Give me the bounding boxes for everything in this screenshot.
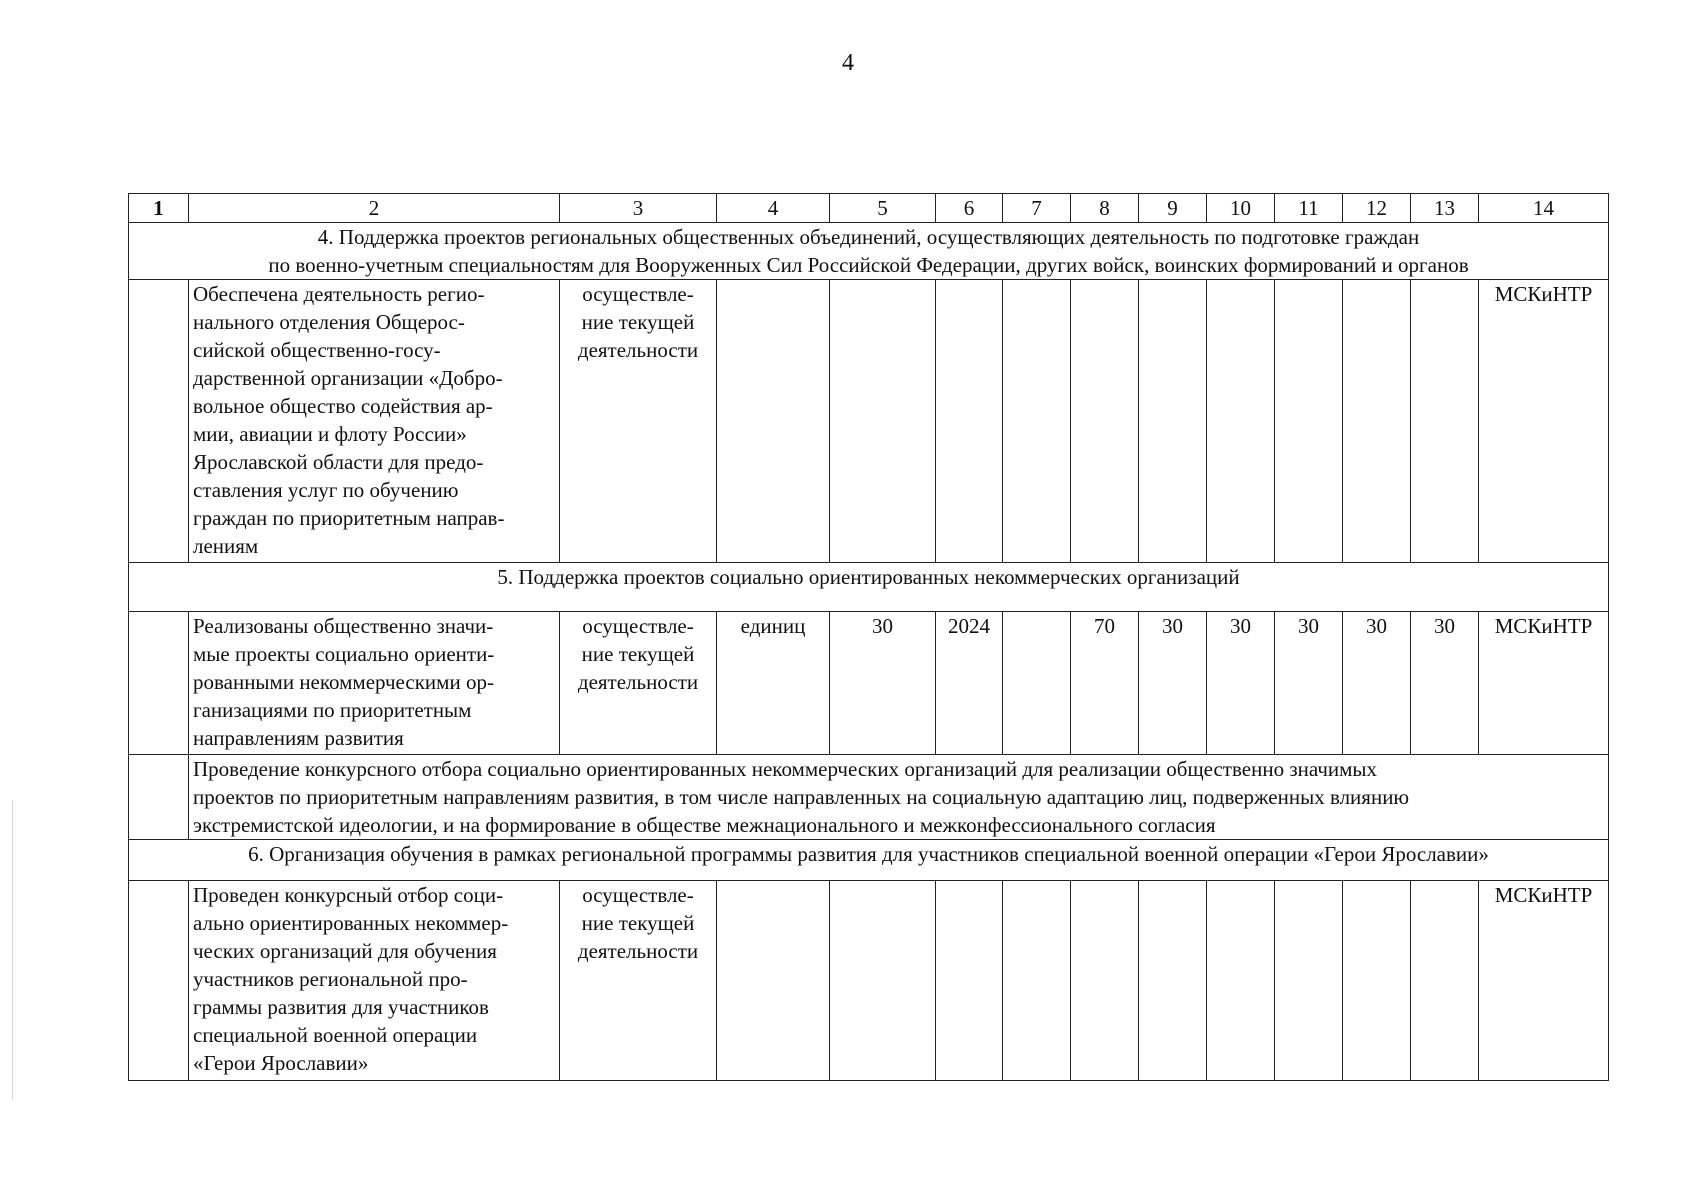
- empty-cell: [1139, 280, 1207, 563]
- base-value-cell: 30: [830, 612, 936, 755]
- empty-cell: [830, 881, 936, 1081]
- empty-cell: [830, 280, 936, 563]
- table-row: [129, 280, 1609, 563]
- column-header: 8: [1071, 194, 1139, 223]
- row-number-cell: [129, 755, 189, 840]
- column-header: 3: [560, 194, 717, 223]
- row-number-cell: [129, 280, 189, 563]
- column-header: 2: [189, 194, 560, 223]
- section-4-heading-row: [129, 223, 1609, 280]
- empty-cell: [1003, 280, 1071, 563]
- empty-cell: [1275, 280, 1343, 563]
- column-number-row: [129, 194, 1609, 223]
- activity-note-cell: Проведение конкурсного отбора социально ориентированных некоммерческих организаций для реализации общественно значимых проектов по приоритетным направлениям развития, в том числе направленных на социальную адаптацию лиц, подверженных влиянию экстремистской идеологии, и на формирование в обществе межнационального и межконфессионального согласия: [189, 755, 1609, 840]
- column-header: 10: [1207, 194, 1275, 223]
- empty-cell: [1411, 881, 1479, 1081]
- column-header: 12: [1343, 194, 1411, 223]
- column-header: 1: [129, 194, 189, 223]
- row-number-cell: [129, 881, 189, 1081]
- type-cell: осуществле- ние текущей деятельности: [560, 881, 717, 1081]
- value-cell: 30: [1343, 612, 1411, 755]
- empty-cell: [1343, 280, 1411, 563]
- empty-cell: [717, 881, 830, 1081]
- empty-cell: [1071, 280, 1139, 563]
- page-number: 4: [842, 50, 854, 76]
- empty-cell: [936, 280, 1003, 563]
- value-cell: 30: [1275, 612, 1343, 755]
- empty-cell: [717, 280, 830, 563]
- value-cell: 30: [1411, 612, 1479, 755]
- section-5-title: 5. Поддержка проектов социально ориентированных некоммерческих организаций: [129, 563, 1609, 612]
- program-table: [128, 193, 1609, 1081]
- type-cell: осуществле- ние текущей деятельности: [560, 280, 717, 563]
- unit-cell: единиц: [717, 612, 830, 755]
- value-cell: 70: [1071, 612, 1139, 755]
- responsible-cell: МСКиНТР: [1479, 280, 1609, 563]
- responsible-cell: МСКиНТР: [1479, 881, 1609, 1081]
- table-row: [129, 881, 1609, 1081]
- empty-cell: [1071, 881, 1139, 1081]
- row-number-cell: [129, 612, 189, 755]
- type-cell: осуществле- ние текущей деятельности: [560, 612, 717, 755]
- empty-cell: [1343, 881, 1411, 1081]
- value-cell: 30: [1139, 612, 1207, 755]
- result-cell: Реализованы общественно значи- мые проекты социально ориенти- рованными некоммерческими ор- ганизациями по приоритетным направлениям развития: [189, 612, 560, 755]
- column-header: 7: [1003, 194, 1071, 223]
- empty-cell: [1207, 280, 1275, 563]
- table-row: [129, 755, 1609, 840]
- result-cell: Обеспечена деятельность регио- нального отделения Общерос- сийской общественно-госу- дарственной организации «Добро- вольное общество содействия ар- мии, авиации и флоту России» Ярославской области для предо- ставления услуг по обучению граждан по приоритетным направ- лениям: [189, 280, 560, 563]
- section-6-heading-row: [129, 840, 1609, 881]
- result-cell: Проведен конкурсный отбор соци- ально ориентированных некоммер- ческих организаций для обучения участников региональной про- граммы развития для участников специальной военной операции «Герои Ярославии»: [189, 881, 560, 1081]
- column-header: 6: [936, 194, 1003, 223]
- empty-cell: [1207, 881, 1275, 1081]
- empty-cell: [1275, 881, 1343, 1081]
- empty-cell: [1139, 881, 1207, 1081]
- column-header: 13: [1411, 194, 1479, 223]
- table-row: [129, 612, 1609, 755]
- empty-cell: [936, 881, 1003, 1081]
- column-header: 9: [1139, 194, 1207, 223]
- section-6-title: 6. Организация обучения в рамках региональной программы развития для участников специальной военной операции «Герои Ярославии»: [129, 840, 1609, 881]
- value-cell: 30: [1207, 612, 1275, 755]
- section-5-heading-row: [129, 563, 1609, 612]
- column-header: 5: [830, 194, 936, 223]
- empty-cell: [1003, 881, 1071, 1081]
- empty-cell: [1411, 280, 1479, 563]
- column-header: 14: [1479, 194, 1609, 223]
- base-year-cell: 2024: [936, 612, 1003, 755]
- scan-artifact-line: [12, 800, 13, 1100]
- value-cell: [1003, 612, 1071, 755]
- responsible-cell: МСКиНТР: [1479, 612, 1609, 755]
- column-header: 11: [1275, 194, 1343, 223]
- column-header: 4: [717, 194, 830, 223]
- section-4-title: 4. Поддержка проектов региональных общественных объединений, осуществляющих деятельность по подготовке граждан по военно-учетным специальностям для Вооруженных Сил Российской Федерации, других войск, воинских формирований и органов: [129, 223, 1609, 280]
